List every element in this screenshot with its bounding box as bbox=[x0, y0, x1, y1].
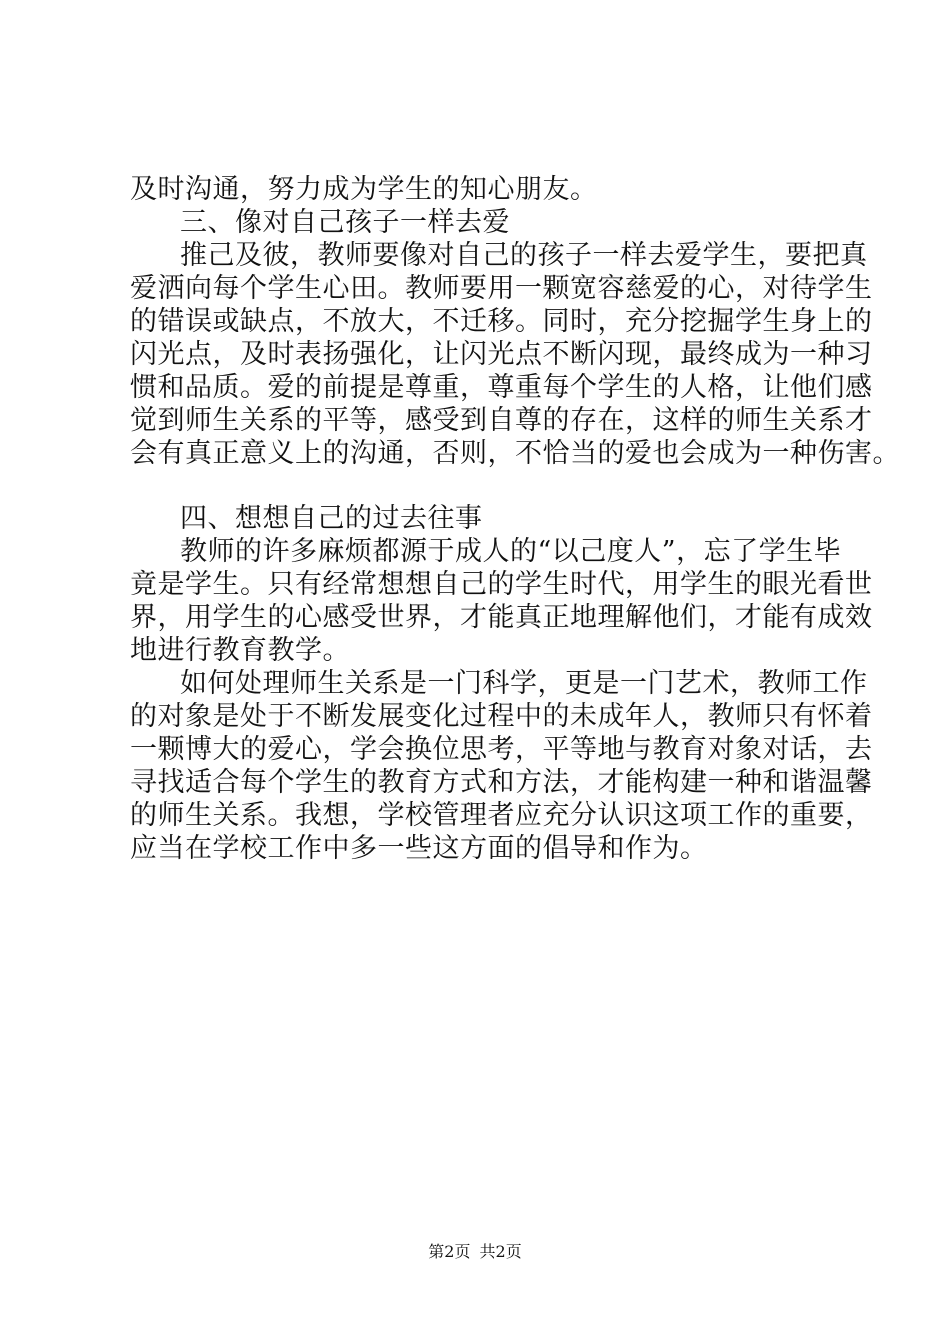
text-line: 如何处理师生关系是一门科学，更是一门艺术，教师工作 bbox=[180, 668, 868, 699]
section-heading: 四、想想自己的过去往事 bbox=[180, 503, 483, 534]
text-line: 应当在学校工作中多一些这方面的倡导和作为。 bbox=[130, 833, 708, 864]
text-line: 的对象是处于不断发展变化过程中的未成年人，教师只有怀着 bbox=[130, 701, 873, 732]
text-line: 闪光点，及时表扬强化，让闪光点不断闪现，最终成为一种习 bbox=[130, 339, 873, 370]
text-line: 寻找适合每个学生的教育方式和方法，才能构建一种和谐温馨 bbox=[130, 767, 873, 798]
text-line: 爱洒向每个学生心田。教师要用一颗宽容慈爱的心，对待学生 bbox=[130, 273, 873, 304]
text-line: 一颗博大的爱心，学会换位思考，平等地与教育对象对话，去 bbox=[130, 734, 873, 765]
text-line: 觉到师生关系的平等，感受到自尊的存在，这样的师生关系才 bbox=[130, 405, 873, 436]
text-line: 界，用学生的心感受世界，才能真正地理解他们，才能有成效 bbox=[130, 602, 873, 633]
text-line: 地进行教育教学。 bbox=[130, 635, 350, 666]
text-line: 竟是学生。只有经常想想自己的学生时代，用学生的眼光看世 bbox=[130, 569, 873, 600]
page-footer bbox=[0, 1242, 950, 1262]
page-total: 共2页 bbox=[479, 1242, 522, 1261]
text-line: 会有真正意义上的沟通，否则，不恰当的爱也会成为一种伤害。 bbox=[130, 438, 900, 469]
text-line: 教师的许多麻烦都源于成人的“以己度人”，忘了学生毕 bbox=[180, 536, 842, 567]
text-line: 及时沟通，努力成为学生的知心朋友。 bbox=[130, 174, 598, 205]
text-line: 推己及彼，教师要像对自己的孩子一样去爱学生，要把真 bbox=[180, 240, 868, 271]
text-line: 惯和品质。爱的前提是尊重，尊重每个学生的人格，让他们感 bbox=[130, 372, 873, 403]
page-number: 第2页 bbox=[428, 1242, 471, 1261]
section-heading: 三、像对自己孩子一样去爱 bbox=[180, 207, 510, 238]
text-line: 的错误或缺点，不放大，不迁移。同时，充分挖掘学生身上的 bbox=[130, 306, 873, 337]
text-line: 的师生关系。我想，学校管理者应充分认识这项工作的重要， bbox=[130, 800, 873, 831]
